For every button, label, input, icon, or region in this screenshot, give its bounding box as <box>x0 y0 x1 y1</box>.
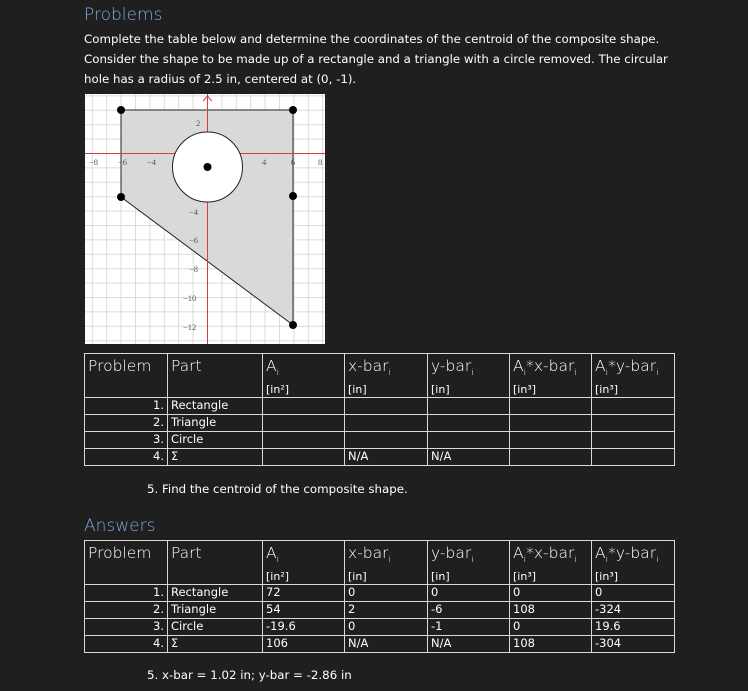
cell-xbar: 0 <box>345 619 428 636</box>
cell-area <box>263 398 345 415</box>
answers-heading: Answers <box>84 516 156 536</box>
header-xbar-unit: [in] <box>348 570 367 584</box>
header-problem: Problem <box>88 357 152 375</box>
cell-xbar <box>345 415 428 432</box>
row-number: 1. <box>153 585 164 600</box>
cell-area <box>263 449 345 466</box>
cell-axbar <box>510 449 592 466</box>
row-part: Σ <box>168 636 263 653</box>
vertex-point <box>117 106 125 114</box>
cell-axbar <box>510 398 592 415</box>
row-number: 4. <box>153 636 164 651</box>
cell-aybar <box>592 398 675 415</box>
header-area-unit: [in²] <box>266 570 290 584</box>
cell-aybar <box>592 432 675 449</box>
cell-xbar: 0 <box>345 585 428 602</box>
cell-axbar: 108 <box>510 602 592 619</box>
header-xbar: x-bar$_i$ <box>348 357 391 379</box>
answers-table <box>84 540 675 653</box>
x-tick-label: −6 <box>118 157 128 167</box>
row-part: Triangle <box>168 415 263 432</box>
cell-area <box>263 415 345 432</box>
header-area: $A_i$ <box>266 544 280 566</box>
header-ybar: y-bar$_i$ <box>431 544 474 566</box>
problems-table <box>84 353 675 466</box>
cell-aybar: 0 <box>592 585 675 602</box>
problem-step-5: 5. Find the centroid of the composite shape. <box>147 482 408 496</box>
header-area-unit: [in²] <box>266 383 290 397</box>
cell-area: 54 <box>263 602 345 619</box>
cell-ybar: N/A <box>428 449 510 466</box>
cell-ybar <box>428 415 510 432</box>
y-tick-label: −4 <box>189 207 199 217</box>
x-tick-label: −8 <box>89 157 99 167</box>
cell-ybar <box>428 432 510 449</box>
table-row <box>85 415 675 432</box>
row-number: 4. <box>153 449 164 464</box>
table-row <box>85 636 675 653</box>
row-number: 1. <box>153 398 164 413</box>
y-tick-label: −8 <box>189 264 199 274</box>
cell-ybar: 0 <box>428 585 510 602</box>
cell-ybar <box>428 398 510 415</box>
composite-shape-figure <box>85 94 325 344</box>
row-number: 2. <box>153 415 164 430</box>
cell-aybar: -304 <box>592 636 675 653</box>
cell-xbar <box>345 432 428 449</box>
header-axbar: $A_i*x-bar_i$ <box>513 357 577 379</box>
x-tick-label: 6 <box>291 157 296 167</box>
cell-ybar: -6 <box>428 602 510 619</box>
answer-step-5: 5. x-bar = 1.02 in; y-bar = -2.86 in <box>147 668 352 682</box>
header-xbar-unit: [in] <box>348 383 367 397</box>
table-row <box>85 432 675 449</box>
vertex-point <box>289 106 297 114</box>
header-problem: Problem <box>88 544 152 562</box>
x-tick-label: −4 <box>147 157 157 167</box>
table-header-row <box>85 541 675 585</box>
row-part: Circle <box>168 432 263 449</box>
cell-xbar: 2 <box>345 602 428 619</box>
header-ybar-unit: [in] <box>431 570 450 584</box>
cell-ybar: N/A <box>428 636 510 653</box>
row-part: Σ <box>168 449 263 466</box>
cell-area <box>263 432 345 449</box>
y-tick-label: −6 <box>189 235 199 245</box>
vertex-point <box>289 321 297 329</box>
y-tick-label: −12 <box>183 322 197 332</box>
row-part: Triangle <box>168 602 263 619</box>
table-row <box>85 619 675 636</box>
header-aybar: $A_i*y-bar_i$ <box>595 357 659 379</box>
cell-axbar: 108 <box>510 636 592 653</box>
header-ybar-unit: [in] <box>431 383 450 397</box>
header-aybar: $A_i*y-bar_i$ <box>595 544 659 566</box>
cell-area: -19.6 <box>263 619 345 636</box>
header-aybar-unit: [in³] <box>595 570 619 584</box>
cell-ybar: -1 <box>428 619 510 636</box>
cell-area: 106 <box>263 636 345 653</box>
y-tick-label: −10 <box>183 293 197 303</box>
table-header-row <box>85 354 675 398</box>
table-row <box>85 449 675 466</box>
header-area: $A_i$ <box>266 357 280 379</box>
table-row <box>85 398 675 415</box>
header-part: Part <box>171 544 202 562</box>
header-axbar-unit: [in³] <box>513 570 537 584</box>
x-tick-label: 4 <box>262 157 267 167</box>
table-row <box>85 585 675 602</box>
cell-axbar <box>510 432 592 449</box>
cell-aybar: 19.6 <box>592 619 675 636</box>
row-number: 3. <box>153 619 164 634</box>
cell-axbar: 0 <box>510 619 592 636</box>
header-ybar: y-bar$_i$ <box>431 357 474 379</box>
row-part: Rectangle <box>168 398 263 415</box>
header-axbar: $A_i*x-bar_i$ <box>513 544 577 566</box>
cell-xbar <box>345 398 428 415</box>
vertex-point <box>117 193 125 201</box>
header-aybar-unit: [in³] <box>595 383 619 397</box>
cell-aybar <box>592 415 675 432</box>
row-part: Rectangle <box>168 585 263 602</box>
hole-center-point <box>204 163 212 171</box>
cell-xbar: N/A <box>345 636 428 653</box>
cell-aybar <box>592 449 675 466</box>
cell-area: 72 <box>263 585 345 602</box>
row-number: 2. <box>153 602 164 617</box>
row-part: Circle <box>168 619 263 636</box>
cell-xbar: N/A <box>345 449 428 466</box>
cell-axbar: 0 <box>510 585 592 602</box>
header-part: Part <box>171 357 202 375</box>
row-number: 3. <box>153 432 164 447</box>
problem-description: Complete the table below and determine the coordinates of the centroid of the composite shape. Consider the shape to be made up of a rectangle and a triangle with a circle removed. The circular hole has a radius of 2.5 in, centered at (0, -1). <box>84 32 668 86</box>
cell-aybar: -324 <box>592 602 675 619</box>
x-tick-label: 8 <box>318 157 323 167</box>
vertex-point <box>289 192 297 200</box>
header-xbar: x-bar$_i$ <box>348 544 391 566</box>
header-axbar-unit: [in³] <box>513 383 537 397</box>
cell-axbar <box>510 415 592 432</box>
problems-heading: Problems <box>84 5 163 25</box>
y-tick-label: 2 <box>196 118 201 128</box>
table-row <box>85 602 675 619</box>
